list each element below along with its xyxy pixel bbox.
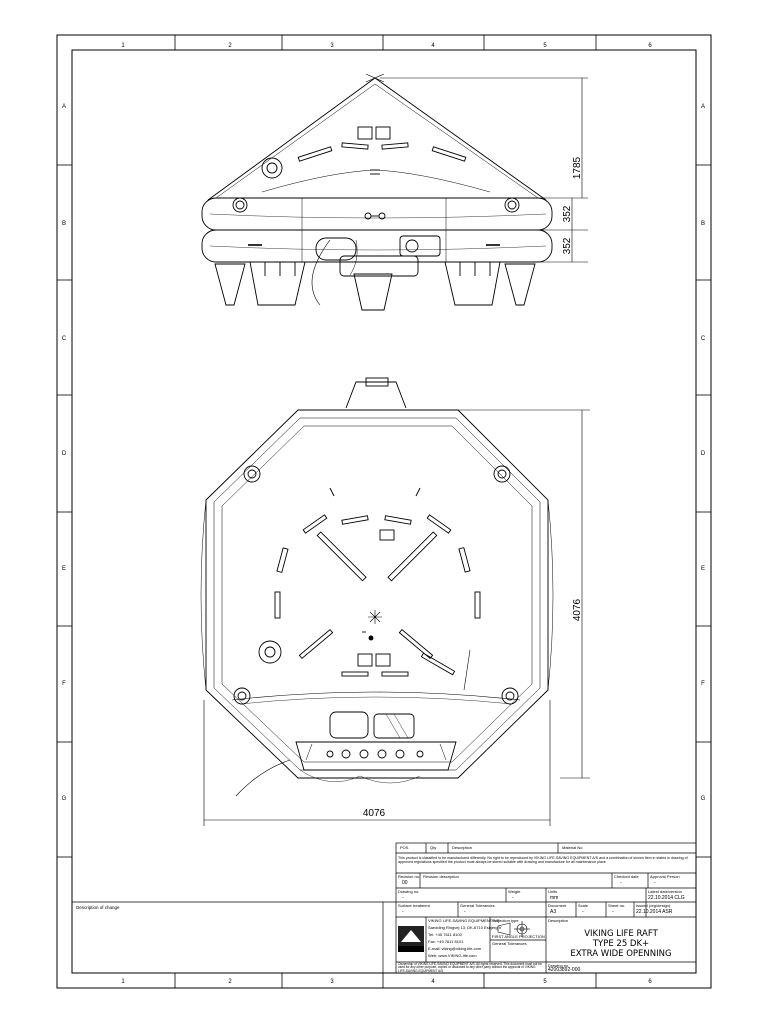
zone-right-c: C <box>700 336 706 342</box>
zone-left-a: A <box>61 104 67 110</box>
side-view <box>202 74 552 310</box>
dim-plan-height: 4076 <box>572 598 583 622</box>
zone-ticks <box>57 35 711 988</box>
zone-bottom-2: 2 <box>228 979 232 985</box>
dim-tube-lower: 352 <box>562 237 573 255</box>
side-dimensions <box>380 78 588 262</box>
tb-surface-header: Surface treatment <box>398 903 430 908</box>
tb-tolerance-header: General Tolerances <box>460 903 495 908</box>
zone-bottom-4: 4 <box>431 979 435 985</box>
tb-approval-header: Approval Person <box>650 874 680 879</box>
zone-top-3: 3 <box>330 43 334 49</box>
tb-company-1: VIKING LIFE-SAVING EQUIPMENT A/S <box>428 918 500 923</box>
zone-left-c: C <box>61 336 67 342</box>
zone-right-d: D <box>700 451 706 457</box>
tb-approval: - <box>654 880 656 886</box>
revision-label: Description of change <box>76 905 120 910</box>
zone-left-e: E <box>61 566 67 572</box>
dim-tube-upper: 352 <box>562 205 573 223</box>
tb-company-3: Tel: +45 7611 8100 <box>428 932 462 937</box>
zone-right-e: E <box>700 566 706 572</box>
tb-revision: 00 <box>402 880 408 886</box>
tb-title-line-1: VIKING LIFE RAFT <box>584 929 658 939</box>
tb-sheet: - <box>612 909 614 915</box>
tb-company-4: Fax: +45 7611 8101 <box>428 939 464 944</box>
tb-weight-header: Weight <box>508 889 521 894</box>
tb-material-header: Material No <box>562 845 583 850</box>
zone-right-a: A <box>700 104 706 110</box>
tb-units: mm <box>550 895 559 901</box>
tb-title-line-2: TYPE 25 DK+ <box>592 939 650 949</box>
zone-bottom-3: 3 <box>330 979 334 985</box>
tb-drawing-number: 42003892-000 <box>548 967 581 973</box>
tb-projection-header: Projection type <box>492 918 519 923</box>
zone-bottom-6: 6 <box>648 979 652 985</box>
tb-drawing-number-header: Drawing no. <box>548 963 570 968</box>
zone-left-d: D <box>61 451 67 457</box>
tb-scale: - <box>582 909 584 915</box>
zone-right-b: B <box>700 221 706 227</box>
zone-top-5: 5 <box>543 43 547 49</box>
tb-title-line-3: EXTRA WIDE OPENNING <box>570 949 672 959</box>
zone-left-f: F <box>62 681 66 687</box>
tb-company-5: E-mail: viking@viking-life.com <box>428 946 482 951</box>
tb-description-label: Description <box>548 918 569 923</box>
zone-bottom-1: 1 <box>121 979 125 985</box>
zone-left-g: G <box>61 796 67 802</box>
tb-tolerance: - <box>464 909 466 915</box>
tb-format: A3 <box>550 909 557 915</box>
zone-top-6: 6 <box>648 43 652 49</box>
tb-projection: FIRST ANGLE PROJECTION <box>492 934 545 939</box>
tb-qty: Qty <box>430 845 437 850</box>
plan-view <box>201 378 553 796</box>
tb-general-tol-header: General Tolerances <box>492 941 527 946</box>
tb-drawing-no-header: Drawing no. <box>398 889 420 894</box>
dim-plan-width: 4076 <box>362 808 386 819</box>
zone-bottom-5: 5 <box>543 979 547 985</box>
zone-top-4: 4 <box>431 43 435 49</box>
zone-right-f: F <box>701 681 705 687</box>
tb-description-header: Description <box>452 845 473 850</box>
tb-revision-header: Revision no. <box>398 874 421 879</box>
tb-drawing-no: - <box>402 895 404 901</box>
tb-company-6: Web: www.VIKING-life.com <box>428 953 477 958</box>
tb-date: 22.10.2014 CLG <box>648 895 685 901</box>
sheet-border-inner <box>72 50 696 973</box>
viking-logo <box>398 926 424 952</box>
zone-top-2: 2 <box>228 43 232 49</box>
tb-issued: 22.10.2014 ASR <box>636 909 673 915</box>
tb-weight: - <box>512 895 514 901</box>
tb-format-header: Document <box>548 903 567 908</box>
tb-surface: - <box>402 909 404 915</box>
tb-copyright: Ownership of VIKING LIFE-SAVING EQUIPMENT A/S. All rights reserved. This document must not be used for any other purpose, copied or disclosed to any other party without the approval of VIKING LIFE-SAVING EQUIPMENT A/S <box>398 962 542 973</box>
tb-approved-header: Checked date <box>614 874 639 879</box>
tb-company-2: Saedding Ringvej 13, DK-6710 Esbjerg V <box>428 925 502 930</box>
tb-sheet-header: Sheet no. <box>608 903 626 908</box>
tb-approved: - <box>620 880 622 886</box>
tb-notice: This product is classified to be manufactured differently. No right to be reproduced by VIKING LIFE-SAVING EQUIPMENT A/S and a combination of shown item in stated in drawing of approved regulations specified the product must always be stored suitable with drawing and manufacture for all maintenance place <box>398 856 688 864</box>
tb-scale-header: Scale <box>578 903 589 908</box>
zone-left-b: B <box>61 221 67 227</box>
zone-top-1: 1 <box>121 43 125 49</box>
tb-units-header: Units <box>548 889 558 894</box>
tb-issued-header: Issued (org/design) <box>636 903 671 908</box>
tb-revision-desc-header: Revision description <box>423 874 459 879</box>
sheet-border-outer <box>57 35 711 988</box>
zone-right-g: G <box>700 796 706 802</box>
tb-pos: POS <box>400 845 409 850</box>
dim-side-height: 1785 <box>572 156 583 180</box>
tb-date-header: Latest date/version <box>648 889 682 894</box>
